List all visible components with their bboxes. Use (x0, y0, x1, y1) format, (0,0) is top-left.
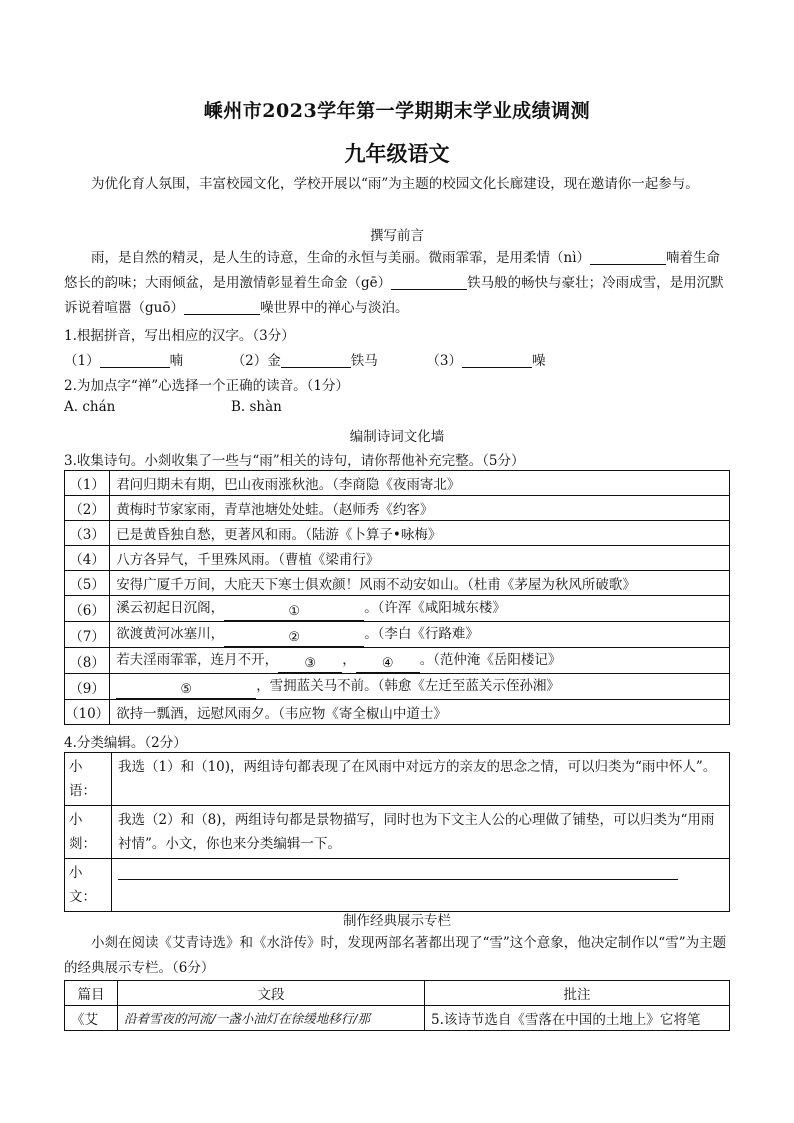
speaker-label: 小剡： (65, 806, 112, 859)
poem-line: 安得广厦千万间，大庇天下寒士俱欢颜！风雨不动安如山。（杜甫《茅屋为秋风所破歌》 (110, 571, 730, 596)
answer-blank[interactable]: ② (224, 630, 364, 647)
poem-number: （5） (65, 571, 110, 596)
preface-text-c: 铁马般的畅快与豪壮；冷雨成雪，是用沉默诉说着喧嚣（guō） (64, 275, 724, 316)
poem-text: 。（李白《行路难》 (364, 626, 479, 642)
poem-line (110, 674, 730, 700)
q1-after-1: 喃 (169, 353, 184, 369)
poem-line: 八方各异气，千里殊风雨。（曹植《梁甫行》 (110, 546, 730, 571)
answer-blank[interactable]: ⑤ (116, 682, 256, 699)
cell-note: 5.该诗节选自《雪落在中国的土地上》它将笔 (425, 1006, 730, 1031)
table-row (65, 806, 730, 859)
q1-after-2: 铁马 (350, 353, 378, 369)
answer-blank[interactable]: ③ (278, 656, 342, 673)
preface-text-d: 噪世界中的禅心与淡泊。 (259, 300, 409, 316)
table-row (65, 674, 730, 700)
poem-line (110, 648, 730, 674)
table-row (65, 648, 730, 674)
answer-blank[interactable] (100, 351, 170, 368)
header-cell: 批注 (425, 981, 730, 1006)
table-row (65, 496, 730, 521)
cell-passage: 沿着雪夜的河流/一盏小油灯在徐缓地移行/那 (118, 1006, 425, 1031)
table-row (65, 521, 730, 546)
table-row (65, 753, 730, 806)
table-row (65, 546, 730, 571)
answer-cell[interactable] (112, 859, 730, 912)
q1-after-3: 噪 (531, 353, 546, 369)
speaker-label: 小文： (65, 859, 112, 912)
table-row (65, 622, 730, 648)
poem-number: （4） (65, 546, 110, 571)
table-row (65, 1006, 730, 1031)
poem-number: （6） (65, 596, 110, 622)
poem-text: 。（许浑《咸阳城东楼》 (364, 600, 506, 616)
table-row (65, 571, 730, 596)
question-3-stem: 3.收集诗句。小剡收集了一些与“雨”相关的诗句，请你帮他补充完整。（5分） (64, 453, 525, 469)
poem-number: （7） (65, 622, 110, 648)
table-row (65, 596, 730, 622)
poem-text: 。（范仲淹《岳阳楼记》 (419, 652, 562, 668)
answer-blank[interactable] (391, 273, 467, 290)
answer-blank[interactable]: ④ (356, 656, 420, 673)
table-row (65, 859, 730, 912)
question-1-answers (64, 349, 545, 369)
poem-text: 欲渡黄河冰塞川， (116, 626, 225, 642)
question-2-stem: 2.为加点字“禅”心选择一个正确的读音。（1分） (64, 378, 350, 394)
section-heading-poetry-wall: 编制诗词文化墙 (349, 429, 445, 445)
answer-blank[interactable]: ① (224, 604, 364, 621)
poem-text: ，雪拥蓝关马不前。（韩愈《左迁至蓝关示侄孙湘》 (256, 678, 560, 694)
exam-subtitle: 九年级语文 (344, 141, 450, 166)
speaker-text: 我选（1）和（10)，两组诗句都表现了在风雨中对远方的亲友的思念之情，可以归类为“雨中怀人”。 (112, 753, 730, 806)
q1-label-2: （2）金 (231, 353, 281, 369)
answer-blank[interactable] (590, 248, 666, 265)
answer-blank[interactable] (281, 351, 351, 368)
question-2-option-a[interactable]: A. chán (64, 399, 116, 415)
cell-title: 《艾 (65, 1006, 118, 1031)
table-header-row (65, 981, 730, 1006)
poem-line (110, 622, 730, 648)
answer-blank[interactable] (462, 351, 532, 368)
classification-table (64, 752, 730, 912)
poem-number: （2） (65, 496, 110, 521)
preface-text-a: 雨，是自然的精灵，是人生的诗意，生命的永恒与美丽。微雨霏霏，是用柔情（nì） (91, 250, 591, 266)
poem-text: 若夫淫雨霏霏，连月不开， (116, 652, 279, 668)
intro-paragraph: 为优化育人氛围，丰富校园文化，学校开展以“雨”为主题的校园文化长廊建设，现在邀请你一起参与。 (91, 176, 699, 192)
exam-title: 嵊州市2023学年第一学期期末学业成绩调测 (203, 100, 591, 122)
poem-text: 溪云初起日沉阁， (116, 600, 225, 616)
speaker-text: 我选（2）和（8)，两组诗句都是景物描写，同时也为下文主人公的心理做了铺垫，可以归类为“用雨衬情”。小文，你也来分类编辑一下。 (112, 806, 730, 859)
section-heading-preface: 撰写前言 (370, 228, 424, 244)
poem-line: 黄梅时节家家雨，青草池塘处处蛙。（赵师秀《约客》 (110, 496, 730, 521)
preface-paragraph (64, 246, 730, 321)
answer-line[interactable] (118, 879, 678, 880)
section-heading-classics: 制作经典展示专栏 (343, 913, 451, 929)
poem-table (64, 470, 730, 725)
poem-line: 欲持一瓢酒，远慰风雨夕。（韦应物《寄全椒山中道士》 (110, 700, 730, 725)
poem-number: （9） (65, 674, 110, 700)
speaker-label: 小语： (65, 753, 112, 806)
classics-intro: 小剡在阅读《艾青诗选》和《水浒传》时，发现两部名著都出现了“雪”这个意象，他决定制作以“雪”为主题的经典展示专栏。（6分） (64, 935, 727, 976)
question-2-option-b[interactable]: B. shàn (231, 399, 282, 415)
table-row (65, 700, 730, 725)
exhibit-table (64, 980, 730, 1031)
poem-number: （8） (65, 648, 110, 674)
header-cell: 文段 (118, 981, 425, 1006)
poem-line (110, 596, 730, 622)
header-cell: 篇目 (65, 981, 118, 1006)
question-4-stem: 4.分类编辑。（2分） (64, 735, 187, 751)
q1-label-3: （3） (426, 353, 462, 369)
question-1-stem: 1.根据拼音，写出相应的汉字。（3分） (64, 328, 295, 344)
q1-label-1: （1） (64, 353, 100, 369)
preface-text-b: 喃着生命悠长的韵味；大雨倾盆，是用激情彰显着生命金（gē） (64, 250, 721, 291)
poem-text: ， (342, 652, 356, 668)
poem-line: 君问归期未有期，巴山夜雨涨秋池。（李商隐《夜雨寄北》 (110, 471, 730, 496)
table-row (65, 471, 730, 496)
poem-number: （3） (65, 521, 110, 546)
poem-line: 已是黄昏独自愁，更著风和雨。（陆游《卜算子•咏梅》 (110, 521, 730, 546)
poem-number: （10） (65, 700, 110, 725)
poem-number: （1） (65, 471, 110, 496)
answer-blank[interactable] (184, 298, 260, 315)
